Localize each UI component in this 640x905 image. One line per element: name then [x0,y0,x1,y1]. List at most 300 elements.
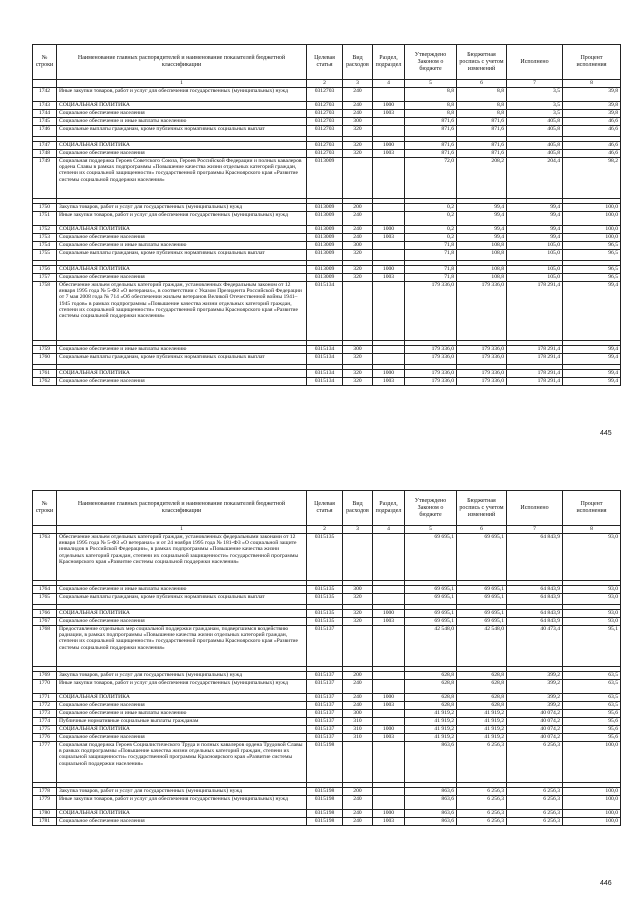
target-article-cell: 0315135 [307,594,343,605]
expense-type-cell: 200 [343,788,373,796]
section-cell: 1000 [373,810,405,818]
approved-cell: 871,6 [405,142,457,150]
executed-cell: 64 843,9 [507,610,563,618]
percent-cell: 46,6 [563,150,621,158]
header-target-article: Целевая статья [307,491,343,526]
column-number: 3 [343,80,373,88]
percent-cell: 99,4 [563,354,621,365]
approved-cell: 863,6 [405,810,457,818]
target-article-cell: 0313009 [307,204,343,212]
header-approved: Утверждено Законом о бюджете [405,491,457,526]
expense-type-cell: 310 [343,734,373,742]
budget-list-cell: 8,8 [457,110,507,118]
row-number-cell: 1754 [33,242,57,250]
expense-type-cell: 240 [343,226,373,234]
header-name: Наименование главных распорядителей и наименование показателей бюджетной классификации [57,491,307,526]
target-article-cell: 0315135 [307,618,343,626]
budget-list-cell: 69 695,1 [457,534,507,581]
section-cell [373,742,405,783]
row-number-cell: 1772 [33,702,57,710]
row-number-cell: 1775 [33,726,57,734]
percent-cell: 93,0 [563,586,621,594]
expense-type-cell: 320 [343,594,373,605]
budget-list-cell: 41 919,2 [457,710,507,718]
section-cell [373,788,405,796]
header-budget-list: Бюджетная роспись с учетом изменений [457,45,507,80]
approved-cell: 69 695,1 [405,610,457,618]
table-body [33,534,621,826]
row-number-cell: 1773 [33,710,57,718]
target-article-cell: 0315137 [307,726,343,734]
budget-list-cell: 6 256,3 [457,788,507,796]
percent-cell: 95,1 [563,626,621,667]
executed-cell: 64 843,9 [507,586,563,594]
budget-list-cell: 41 919,2 [457,718,507,726]
column-number: 7 [507,80,563,88]
executed-cell: 40 074,2 [507,734,563,742]
target-article-cell: 0313009 [307,250,343,261]
budget-list-cell: 871,6 [457,126,507,137]
section-cell: 1000 [373,370,405,378]
row-name-cell: СОЦИАЛЬНАЯ ПОЛИТИКА [57,610,307,618]
approved-cell: 0,2 [405,226,457,234]
percent-cell: 95,6 [563,726,621,734]
approved-cell: 69 695,1 [405,594,457,605]
percent-cell: 46,6 [563,118,621,126]
section-cell: 1000 [373,610,405,618]
budget-list-cell: 6 256,3 [457,818,507,826]
approved-cell: 871,6 [405,150,457,158]
row-number-cell: 1762 [33,378,57,386]
expense-type-cell [343,742,373,783]
approved-cell: 71,8 [405,250,457,261]
budget-list-cell: 871,6 [457,142,507,150]
executed-cell: 64 843,9 [507,594,563,605]
executed-cell: 6 256,3 [507,788,563,796]
table-row [33,266,621,274]
percent-cell: 100,0 [563,796,621,810]
executed-cell: 178 291,4 [507,282,563,341]
percent-cell: 99,4 [563,282,621,341]
column-number-row [33,526,621,534]
row-name-cell: СОЦИАЛЬНАЯ ПОЛИТИКА [57,726,307,734]
expense-type-cell: 320 [343,150,373,158]
row-number-cell: 1774 [33,718,57,726]
expense-type-cell: 320 [343,250,373,261]
header-row-number: № строки [33,45,57,80]
approved-cell: 0,2 [405,212,457,226]
approved-cell: 69 695,1 [405,586,457,594]
executed-cell: 99,4 [507,212,563,226]
table-row [33,158,621,199]
budget-list-cell: 179 336,0 [457,282,507,341]
table-row [33,586,621,594]
row-number-cell: 1753 [33,234,57,242]
table-row [33,594,621,605]
approved-cell: 8,8 [405,110,457,118]
row-number-cell: 1750 [33,204,57,212]
table-row [33,370,621,378]
row-number-cell: 1778 [33,788,57,796]
row-number-cell: 1747 [33,142,57,150]
budget-list-cell: 628,8 [457,680,507,694]
expense-type-cell: 320 [343,142,373,150]
section-cell [373,158,405,199]
row-number-cell: 1770 [33,680,57,694]
table-row [33,102,621,110]
section-cell: 1003 [373,150,405,158]
table-row [33,694,621,702]
section-cell: 1003 [373,274,405,282]
approved-cell: 863,6 [405,818,457,826]
percent-cell: 99,4 [563,370,621,378]
budget-list-cell: 871,6 [457,150,507,158]
percent-cell: 46,6 [563,142,621,150]
header-section: Раздел, подраздел [373,45,405,80]
row-number-cell: 1763 [33,534,57,581]
row-number-cell: 1765 [33,594,57,605]
budget-list-cell: 6 256,3 [457,742,507,783]
target-article-cell: 0315137 [307,680,343,694]
approved-cell: 871,6 [405,118,457,126]
percent-cell: 99,4 [563,346,621,354]
row-number-cell: 1759 [33,346,57,354]
budget-list-cell: 69 695,1 [457,586,507,594]
table-row [33,118,621,126]
row-number-cell: 1755 [33,250,57,261]
target-article-cell: 0313009 [307,226,343,234]
executed-cell: 64 843,9 [507,618,563,626]
column-number: 6 [457,526,507,534]
row-number-cell: 1752 [33,226,57,234]
executed-cell: 178 291,4 [507,346,563,354]
table-row [33,110,621,118]
percent-cell: 95,6 [563,710,621,718]
target-article-cell: 0313009 [307,274,343,282]
percent-cell: 93,0 [563,618,621,626]
section-cell [373,88,405,102]
target-article-cell: 0315137 [307,694,343,702]
section-cell [373,672,405,680]
target-article-cell: 0315134 [307,354,343,365]
section-cell: 1003 [373,702,405,710]
column-number: 2 [307,526,343,534]
target-article-cell: 0312703 [307,102,343,110]
column-number: 1 [57,80,307,88]
expense-type-cell: 300 [343,242,373,250]
table-row [33,354,621,365]
percent-cell: 93,0 [563,594,621,605]
approved-cell: 71,8 [405,266,457,274]
row-name-cell: Иные закупки товаров, работ и услуг для обеспечения государственных (муниципальных) нужд [57,212,307,226]
executed-cell: 99,4 [507,234,563,242]
header-percent: Процент исполнения [563,491,621,526]
budget-table [32,490,621,826]
percent-cell: 100,0 [563,788,621,796]
row-name-cell: Социальное обеспечение населения [57,618,307,626]
budget-page-bottom [32,490,620,826]
budget-page-top [32,44,620,386]
table-row [33,346,621,354]
percent-cell: 93,0 [563,534,621,581]
percent-cell: 63,5 [563,694,621,702]
percent-cell: 96,5 [563,266,621,274]
section-cell [373,242,405,250]
expense-type-cell: 320 [343,354,373,365]
executed-cell: 6 256,3 [507,818,563,826]
target-article-cell: 0315134 [307,282,343,341]
section-cell: 1003 [373,618,405,626]
budget-list-cell: 179 336,0 [457,346,507,354]
approved-cell: 871,6 [405,126,457,137]
row-name-cell: Социальное обеспечение и иные выплаты населению [57,710,307,718]
target-article-cell: 0315137 [307,718,343,726]
table-row [33,796,621,810]
expense-type-cell: 300 [343,710,373,718]
expense-type-cell: 300 [343,118,373,126]
row-number-cell: 1771 [33,694,57,702]
percent-cell: 93,0 [563,610,621,618]
executed-cell: 178 291,4 [507,378,563,386]
row-name-cell: Публичные нормативные социальные выплаты гражданам [57,718,307,726]
row-name-cell: Социальное обеспечение населения [57,818,307,826]
executed-cell: 105,0 [507,242,563,250]
approved-cell: 179 336,0 [405,282,457,341]
percent-cell: 95,6 [563,734,621,742]
target-article-cell: 0315198 [307,742,343,783]
percent-cell: 100,0 [563,226,621,234]
approved-cell: 628,8 [405,672,457,680]
percent-cell: 96,5 [563,274,621,282]
target-article-cell: 0313009 [307,158,343,199]
section-cell: 1003 [373,818,405,826]
table-row [33,142,621,150]
table-row [33,88,621,102]
row-number-cell: 1748 [33,150,57,158]
target-article-cell: 0315137 [307,734,343,742]
percent-cell: 39,8 [563,102,621,110]
column-number: 1 [57,526,307,534]
approved-cell: 41 919,2 [405,710,457,718]
percent-cell: 96,5 [563,250,621,261]
target-article-cell: 0315198 [307,810,343,818]
executed-cell: 204,4 [507,158,563,199]
table-row [33,818,621,826]
table-row [33,204,621,212]
approved-cell: 69 695,1 [405,534,457,581]
row-name-cell: Социальное обеспечение и иные выплаты населению [57,118,307,126]
percent-cell: 100,0 [563,204,621,212]
expense-type-cell: 200 [343,672,373,680]
target-article-cell: 0315137 [307,702,343,710]
row-number-cell: 1764 [33,586,57,594]
expense-type-cell: 240 [343,234,373,242]
target-article-cell: 0315198 [307,796,343,810]
budget-list-cell: 871,6 [457,118,507,126]
approved-cell: 69 695,1 [405,618,457,626]
table-row [33,274,621,282]
section-cell: 1000 [373,102,405,110]
column-number-row [33,80,621,88]
expense-type-cell: 310 [343,718,373,726]
approved-cell: 42 548,0 [405,626,457,667]
section-cell: 1003 [373,378,405,386]
section-cell: 1000 [373,142,405,150]
column-number: 8 [563,80,621,88]
executed-cell: 40 473,4 [507,626,563,667]
executed-cell: 105,0 [507,250,563,261]
percent-cell: 63,5 [563,680,621,694]
table-row [33,710,621,718]
executed-cell: 105,0 [507,266,563,274]
row-name-cell: Социальное обеспечение населения [57,110,307,118]
header-budget-list: Бюджетная роспись с учетом изменений [457,491,507,526]
budget-list-cell: 42 548,0 [457,626,507,667]
expense-type-cell: 300 [343,586,373,594]
approved-cell: 863,6 [405,742,457,783]
expense-type-cell [343,534,373,581]
target-article-cell: 0312703 [307,150,343,158]
row-number-cell: 1760 [33,354,57,365]
budget-list-cell: 208,2 [457,158,507,199]
executed-cell: 40 074,2 [507,710,563,718]
header-row [33,491,621,526]
target-article-cell: 0312703 [307,142,343,150]
section-cell [373,354,405,365]
row-name-cell: СОЦИАЛЬНАЯ ПОЛИТИКА [57,266,307,274]
budget-list-cell: 628,8 [457,672,507,680]
table-row [33,250,621,261]
section-cell [373,594,405,605]
expense-type-cell: 240 [343,694,373,702]
budget-list-cell: 179 336,0 [457,378,507,386]
row-name-cell: СОЦИАЛЬНАЯ ПОЛИТИКА [57,102,307,110]
budget-list-cell: 8,8 [457,88,507,102]
table-row [33,126,621,137]
approved-cell: 628,8 [405,680,457,694]
table-row [33,150,621,158]
target-article-cell: 0315134 [307,370,343,378]
approved-cell: 8,8 [405,88,457,102]
section-cell: 1003 [373,734,405,742]
budget-list-cell: 69 695,1 [457,610,507,618]
percent-cell: 99,4 [563,378,621,386]
approved-cell: 41 919,2 [405,734,457,742]
row-number-cell: 1781 [33,818,57,826]
table-row [33,242,621,250]
row-name-cell: Иные закупки товаров, работ и услуг для обеспечения государственных (муниципальных) нужд [57,796,307,810]
row-number-cell: 1744 [33,110,57,118]
table-row [33,282,621,341]
budget-list-cell: 108,8 [457,274,507,282]
section-cell: 1000 [373,226,405,234]
executed-cell: 99,4 [507,204,563,212]
row-name-cell: СОЦИАЛЬНАЯ ПОЛИТИКА [57,142,307,150]
table-row [33,742,621,783]
expense-type-cell: 240 [343,818,373,826]
expense-type-cell [343,282,373,341]
row-name-cell: Закупка товаров, работ и услуг для государственных (муниципальных) нужд [57,788,307,796]
executed-cell: 405,8 [507,126,563,137]
executed-cell: 178 291,4 [507,370,563,378]
table-row [33,610,621,618]
section-cell [373,586,405,594]
column-number [33,80,57,88]
row-number-cell: 1777 [33,742,57,783]
target-article-cell: 0312703 [307,110,343,118]
executed-cell: 40 074,2 [507,726,563,734]
row-name-cell: Социальное обеспечение и иные выплаты населению [57,242,307,250]
percent-cell: 100,0 [563,212,621,226]
executed-cell: 3,5 [507,88,563,102]
section-cell: 1003 [373,110,405,118]
row-number-cell: 1743 [33,102,57,110]
executed-cell: 399,2 [507,680,563,694]
column-number: 3 [343,526,373,534]
table-body [33,88,621,386]
table-row [33,810,621,818]
row-name-cell: Социальное обеспечение населения [57,378,307,386]
budget-list-cell: 6 256,3 [457,810,507,818]
percent-cell: 63,5 [563,672,621,680]
table-row [33,788,621,796]
header-row [33,45,621,80]
approved-cell: 71,8 [405,274,457,282]
budget-list-cell: 41 919,2 [457,726,507,734]
row-name-cell: СОЦИАЛЬНАЯ ПОЛИТИКА [57,226,307,234]
executed-cell: 405,8 [507,118,563,126]
approved-cell: 628,8 [405,694,457,702]
percent-cell: 39,8 [563,110,621,118]
executed-cell: 40 074,2 [507,718,563,726]
row-name-cell: СОЦИАЛЬНАЯ ПОЛИТИКА [57,694,307,702]
expense-type-cell: 310 [343,726,373,734]
target-article-cell: 0312703 [307,118,343,126]
section-cell [373,534,405,581]
percent-cell: 100,0 [563,742,621,783]
executed-cell: 99,4 [507,226,563,234]
column-number: 4 [373,526,405,534]
budget-list-cell: 6 256,3 [457,796,507,810]
table-row [33,718,621,726]
row-name-cell: Социальное обеспечение и иные выплаты населению [57,346,307,354]
table-row [33,212,621,226]
executed-cell: 399,2 [507,694,563,702]
percent-cell: 100,0 [563,810,621,818]
column-number: 5 [405,526,457,534]
expense-type-cell [343,626,373,667]
approved-cell: 179 336,0 [405,346,457,354]
table-row [33,226,621,234]
header-percent: Процент исполнения [563,45,621,80]
section-cell [373,796,405,810]
column-number: 7 [507,526,563,534]
budget-list-cell: 99,4 [457,204,507,212]
budget-list-cell: 108,8 [457,266,507,274]
percent-cell: 98,2 [563,158,621,199]
row-name-cell: Иные закупки товаров, работ и услуг для обеспечения государственных (муниципальных) нужд [57,680,307,694]
budget-list-cell: 69 695,1 [457,594,507,605]
budget-list-cell: 8,8 [457,102,507,110]
column-number: 6 [457,80,507,88]
row-name-cell: Закупка товаров, работ и услуг для государственных (муниципальных) нужд [57,204,307,212]
table-row [33,726,621,734]
target-article-cell: 0315137 [307,710,343,718]
section-cell [373,204,405,212]
expense-type-cell: 240 [343,102,373,110]
executed-cell: 105,0 [507,274,563,282]
row-number-cell: 1756 [33,266,57,274]
